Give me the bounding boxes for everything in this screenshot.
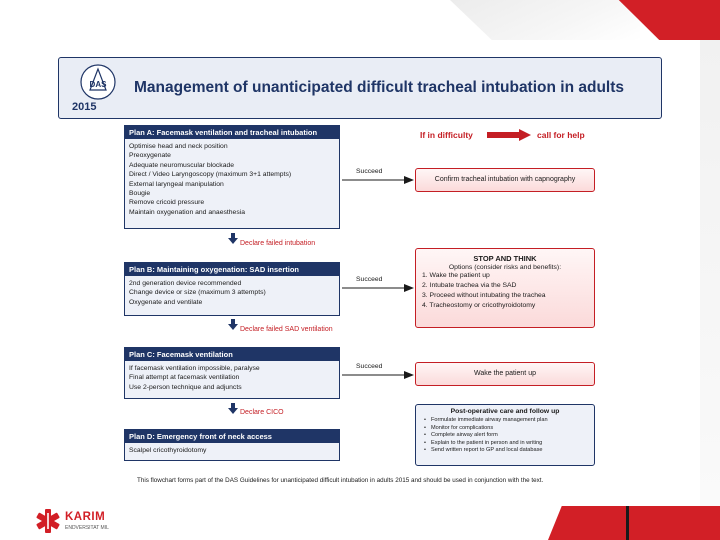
declare-cico: Declare CICO xyxy=(240,409,284,416)
plan-a-item: Direct / Video Laryngoscopy (maximum 3+1 attempts) xyxy=(129,171,292,179)
plan-d-list xyxy=(125,443,339,458)
plan-c-heading: Plan C: Facemask ventilation xyxy=(125,348,339,361)
stop-and-think-list xyxy=(416,271,594,311)
post-operative-care-item: • Explain to the patient in person and in writing xyxy=(424,440,594,448)
plan-a-item: Remove cricoid pressure xyxy=(129,199,205,207)
plan-b-item: Change device or size (maximum 3 attempts) xyxy=(129,289,266,297)
call-for-help-arrow-icon xyxy=(487,129,531,141)
if-in-difficulty-label: If in difficulty xyxy=(420,130,473,140)
plan-a-item: Adequate neuromuscular blockade xyxy=(129,161,235,169)
plan-a-succeed-label: Succeed xyxy=(356,168,383,175)
brand-name: KARIM xyxy=(65,511,106,523)
plan-c-down-arrow-icon xyxy=(228,403,238,414)
stop-and-think-item: 3. Proceed without intubating the trachea xyxy=(422,292,546,299)
plan-d-box xyxy=(124,429,340,461)
plan-c-succeed-label: Succeed xyxy=(356,363,383,370)
plan-c-list xyxy=(125,361,339,395)
page-title: Management of unanticipated difficult tracheal intubation in adults xyxy=(134,79,624,96)
stop-and-think-title: STOP AND THINK xyxy=(473,254,537,263)
post-operative-care-list xyxy=(416,417,594,455)
plan-c-item: Use 2-person technique and adjuncts xyxy=(129,383,242,391)
plan-b-item: Oxygenate and ventilate xyxy=(129,298,203,306)
flowchart-footnote: This flowchart forms part of the DAS Guidelines for unanticipated difficult intubation in adults 2015 and should be used in conjunction with the text. xyxy=(137,477,544,484)
stop-and-think-item: 4. Tracheostomy or cricothyroidotomy xyxy=(422,302,536,309)
plan-a-down-arrow-icon xyxy=(228,233,238,244)
confirm-intubation-text: Confirm tracheal intubation with capnography xyxy=(434,176,576,183)
post-operative-care-box xyxy=(415,404,595,466)
plan-a-item: Maintain oxygenation and anaesthesia xyxy=(129,208,246,216)
karim-star-of-life-icon xyxy=(34,507,62,535)
post-operative-care-item: • Complete airway alert form xyxy=(424,432,594,440)
post-operative-care-item: • Formulate immediate airway management plan xyxy=(424,417,594,425)
plan-a-item: Optimise head and neck position xyxy=(129,143,228,150)
plan-b-succeed-arrow-icon xyxy=(342,283,414,293)
guideline-year: 2015 xyxy=(72,101,97,113)
post-operative-care-item: • Send written report to GP and local database xyxy=(424,447,594,455)
plan-b-box xyxy=(124,262,340,316)
bottom-black-bar xyxy=(626,506,629,540)
declare-failed-intubation: Declare failed intubation xyxy=(240,240,316,247)
confirm-intubation-box xyxy=(415,168,595,192)
wake-patient-text: Wake the patient up xyxy=(473,370,536,377)
plan-a-heading: Plan A: Facemask ventilation and tracheal intubation xyxy=(125,126,339,139)
bottom-red-decoration xyxy=(548,506,720,540)
stop-and-think-subtitle: Options (consider risks and benefits): xyxy=(448,264,562,271)
brand-subtitle: ENDVERSITAT MIL xyxy=(65,525,109,531)
declare-failed-sad-ventilation: Declare failed SAD ventilation xyxy=(240,326,333,333)
plan-b-item: 2nd generation device recommended xyxy=(129,280,242,287)
call-for-help-label: call for help xyxy=(537,130,585,140)
plan-c-item: If facemask ventilation impossible, paralyse xyxy=(129,365,260,372)
das-logo xyxy=(70,62,126,102)
stop-and-think-item: 2. Intubate trachea via the SAD xyxy=(422,282,517,289)
post-operative-care-item: • Monitor for complications xyxy=(424,425,594,433)
plan-a-succeed-arrow-icon xyxy=(342,175,414,185)
plan-a-item: External laryngeal manipulation xyxy=(129,180,224,188)
plan-c-succeed-arrow-icon xyxy=(342,370,414,380)
das-logo-text: DAS xyxy=(89,80,107,89)
plan-a-list xyxy=(125,139,339,220)
right-gray-decoration xyxy=(700,40,720,510)
plan-d-item: Scalpel cricothyroidotomy xyxy=(129,447,207,454)
plan-d-heading: Plan D: Emergency front of neck access xyxy=(125,430,339,443)
plan-b-list xyxy=(125,276,339,310)
plan-c-item: Final attempt at facemask ventilation xyxy=(129,374,240,382)
plan-a-item: Preoxygenate xyxy=(129,152,171,160)
stop-and-think-box xyxy=(415,248,595,328)
plan-a-box xyxy=(124,125,340,229)
stop-and-think-item: 1. Wake the patient up xyxy=(422,272,490,279)
wake-patient-box xyxy=(415,362,595,386)
plan-b-heading: Plan B: Maintaining oxygenation: SAD insertion xyxy=(125,263,339,276)
plan-c-box xyxy=(124,347,340,399)
plan-b-down-arrow-icon xyxy=(228,319,238,330)
top-gray-decoration xyxy=(450,0,640,40)
plan-b-succeed-label: Succeed xyxy=(356,276,383,283)
plan-a-item: Bougie xyxy=(129,190,151,198)
post-operative-care-title: Post-operative care and follow up xyxy=(450,408,560,415)
